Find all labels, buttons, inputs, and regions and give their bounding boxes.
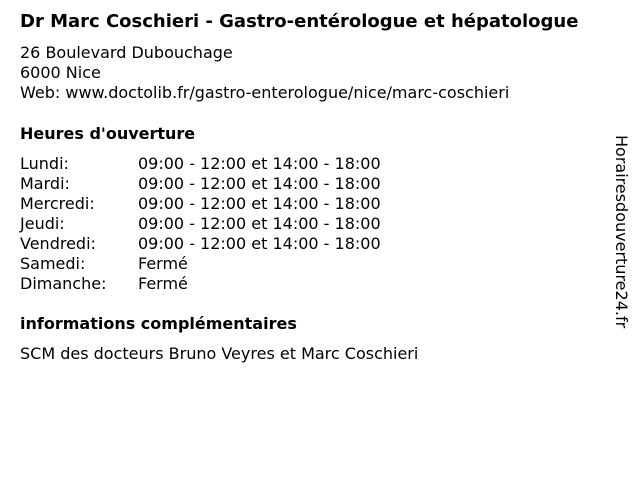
hours-row-thursday (20, 214, 630, 234)
day-label: Vendredi: (20, 234, 96, 253)
day-label: Jeudi: (20, 214, 65, 233)
side-brand-watermark (611, 135, 631, 345)
hours-row-saturday (20, 254, 630, 274)
address-web: Web: www.doctolib.fr/gastro-enterologue/nice/marc-coschieri (20, 83, 510, 102)
day-label: Mercredi: (20, 194, 95, 213)
day-hours: Fermé (138, 274, 188, 293)
day-label: Dimanche: (20, 274, 107, 293)
day-label: Samedi: (20, 254, 86, 273)
additional-info-heading: informations complémentaires (20, 314, 297, 333)
opening-hours-table (20, 154, 630, 294)
additional-info-text: SCM des docteurs Bruno Veyres et Marc Coschieri (20, 344, 419, 363)
page-title: Dr Marc Coschieri - Gastro-entérologue et hépatologue (20, 11, 579, 32)
hours-row-friday (20, 234, 630, 254)
day-hours: 09:00 - 12:00 et 14:00 - 18:00 (138, 214, 381, 233)
day-hours: 09:00 - 12:00 et 14:00 - 18:00 (138, 194, 381, 213)
hours-row-sunday (20, 274, 630, 294)
business-card (20, 11, 630, 364)
day-hours: Fermé (138, 254, 188, 273)
address-street: 26 Boulevard Dubouchage (20, 43, 233, 62)
opening-hours-heading: Heures d'ouverture (20, 124, 196, 143)
day-label: Mardi: (20, 174, 70, 193)
day-hours: 09:00 - 12:00 et 14:00 - 18:00 (138, 174, 381, 193)
hours-row-monday (20, 154, 630, 174)
address-block (20, 43, 630, 103)
day-hours: 09:00 - 12:00 et 14:00 - 18:00 (138, 154, 381, 173)
brand-text: Horairesdouverture24.fr (612, 135, 631, 329)
hours-row-wednesday (20, 194, 630, 214)
address-city: 6000 Nice (20, 63, 101, 82)
day-label: Lundi: (20, 154, 69, 173)
day-hours: 09:00 - 12:00 et 14:00 - 18:00 (138, 234, 381, 253)
hours-row-tuesday (20, 174, 630, 194)
